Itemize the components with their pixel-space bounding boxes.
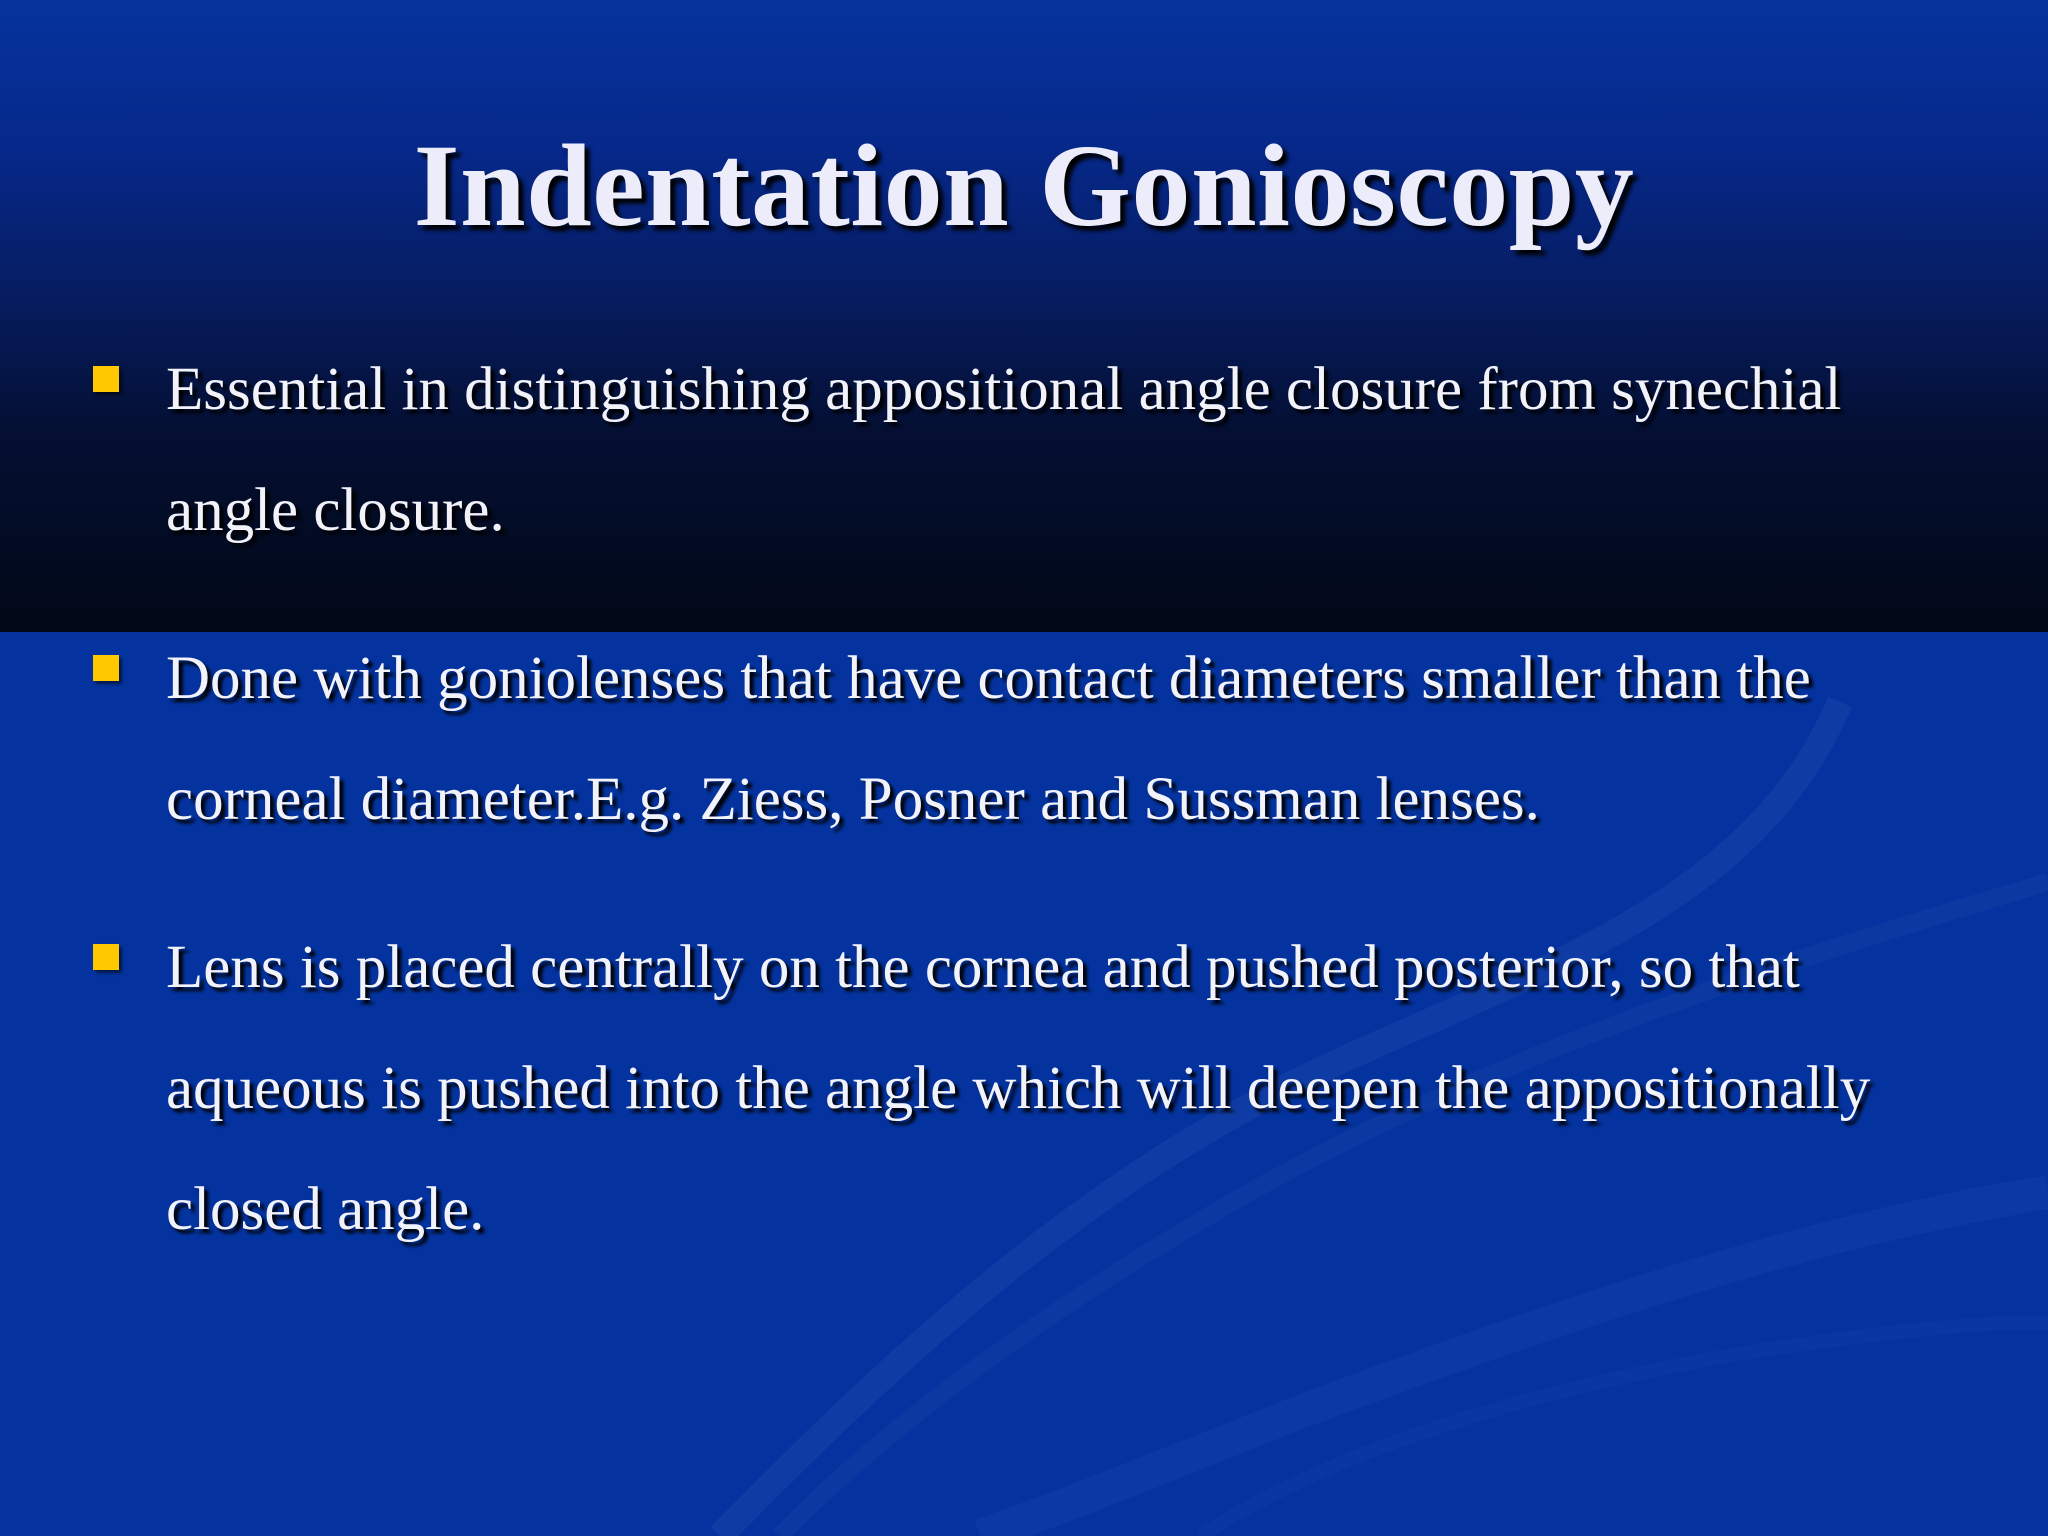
- slide-title: Indentation Gonioscopy: [413, 120, 1635, 251]
- square-bullet-icon: [93, 655, 119, 681]
- square-bullet-icon: [93, 944, 119, 970]
- bullet-line: corneal diameter.E.g. Ziess, Posner and Sussman lenses.: [166, 766, 1540, 833]
- bullet-line: Done with goniolenses that have contact diameters smaller than the: [166, 645, 1811, 712]
- square-bullet-icon: [93, 366, 119, 392]
- bullet-line: Essential in distinguishing appositional angle closure from synechial: [166, 356, 1842, 423]
- bullet-line: aqueous is pushed into the angle which will deepen the appositionally: [166, 1055, 1871, 1122]
- bullet-line: angle closure.: [166, 477, 505, 544]
- bullet-line: Lens is placed centrally on the cornea and pushed posterior, so that: [166, 934, 1800, 1001]
- bullet-line: closed angle.: [166, 1176, 485, 1243]
